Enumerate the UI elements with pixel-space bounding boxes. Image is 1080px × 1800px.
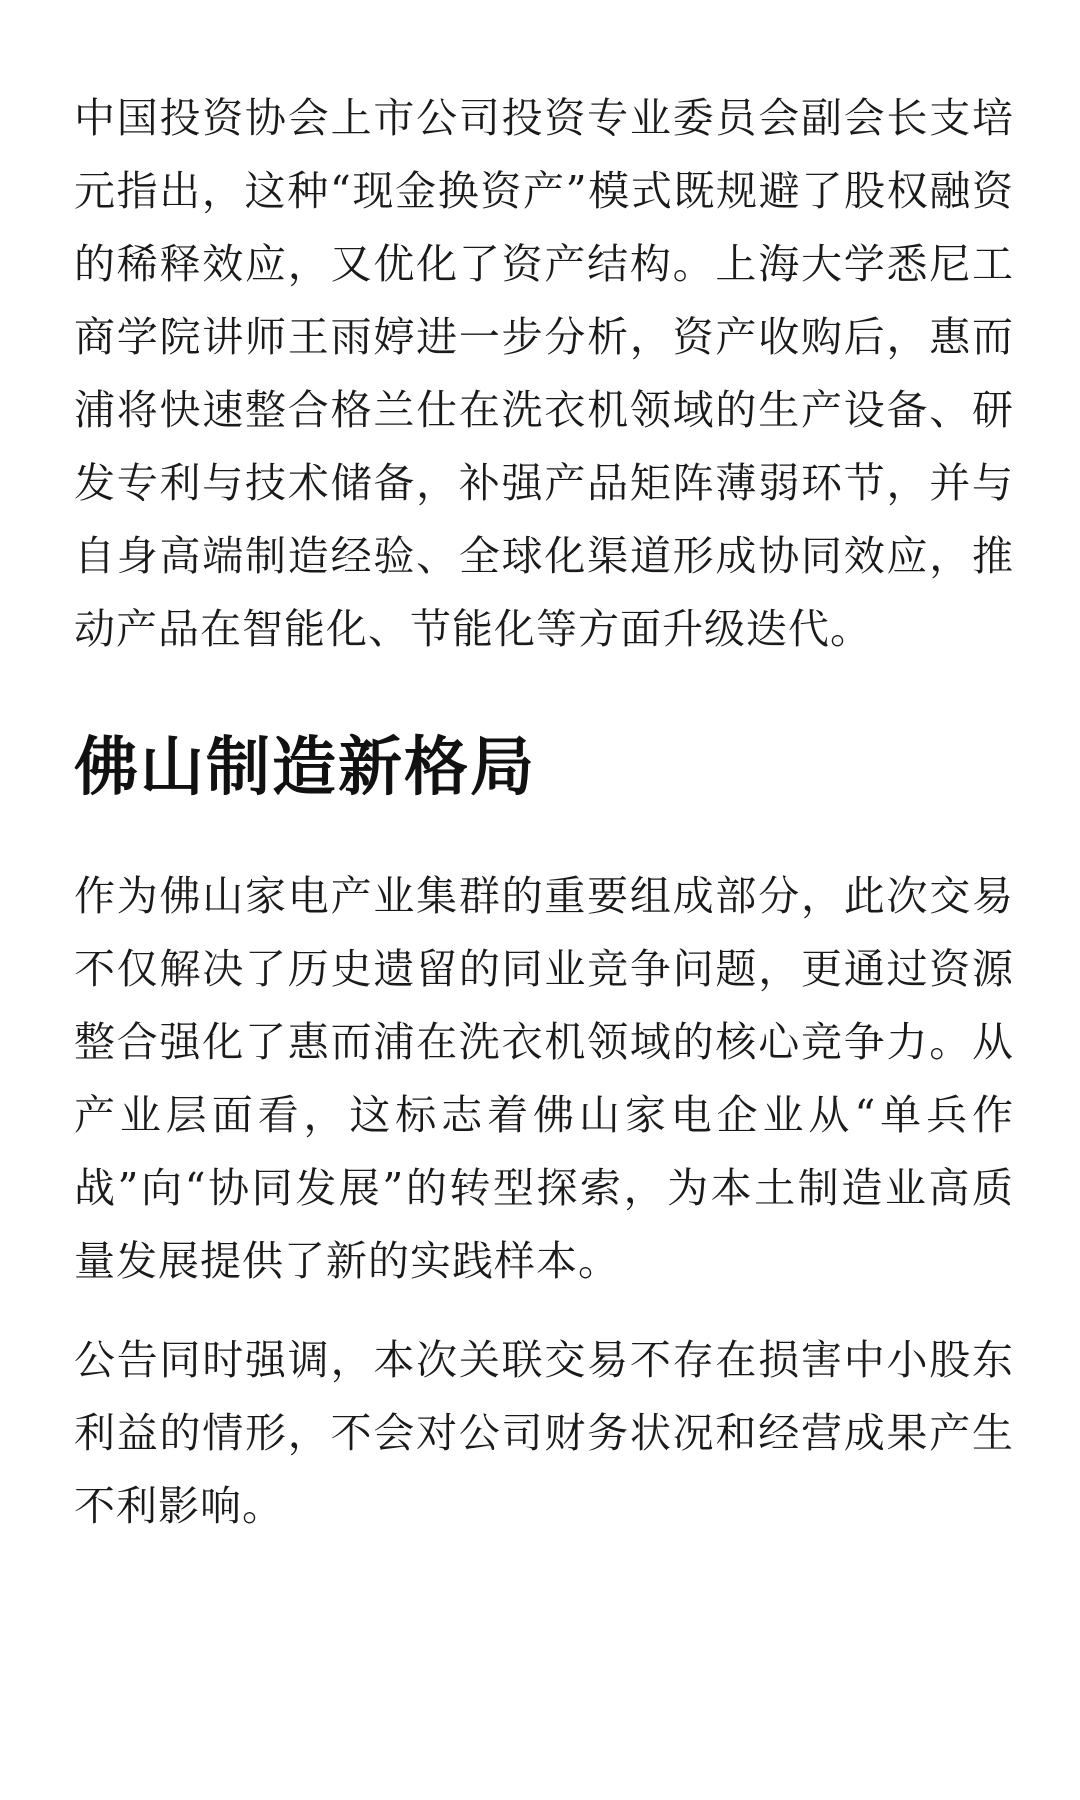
article-paragraph-3: 公告同时强调，本次关联交易不存在损害中小股东利益的情形，不会对公司财务状况和经营成果产生不利影响。 <box>74 1336 1014 1530</box>
article-paragraph-2: 作为佛山家电产业集群的重要组成部分，此次交易不仅解决了历史遗留的同业竞争问题，更通过资源整合强化了惠而浦在洗衣机领域的核心竞争力。从产业层面看，这标志着佛山家电企业从“单兵作战”向“协同发展”的转型探索，为本土制造业高质量发展提供了新的实践样本。 <box>74 872 1014 1285</box>
article-paragraph-1: 中国投资协会上市公司投资专业委员会副会长支培元指出，这种“现金换资产”模式既规避了股权融资的稀释效应，又优化了资产结构。上海大学悉尼工商学院讲师王雨婷进一步分析，资产收购后，惠而浦将快速整合格兰仕在洗衣机领域的生产设备、研发专利与技术储备，补强产品矩阵薄弱环节，并与自身高端制造经验、全球化渠道形成协同效应，推动产品在智能化、节能化等方面升级迭代。 <box>74 94 1014 653</box>
section-heading: 佛山制造新格局 <box>74 730 536 805</box>
article-body <box>74 82 1014 1543</box>
